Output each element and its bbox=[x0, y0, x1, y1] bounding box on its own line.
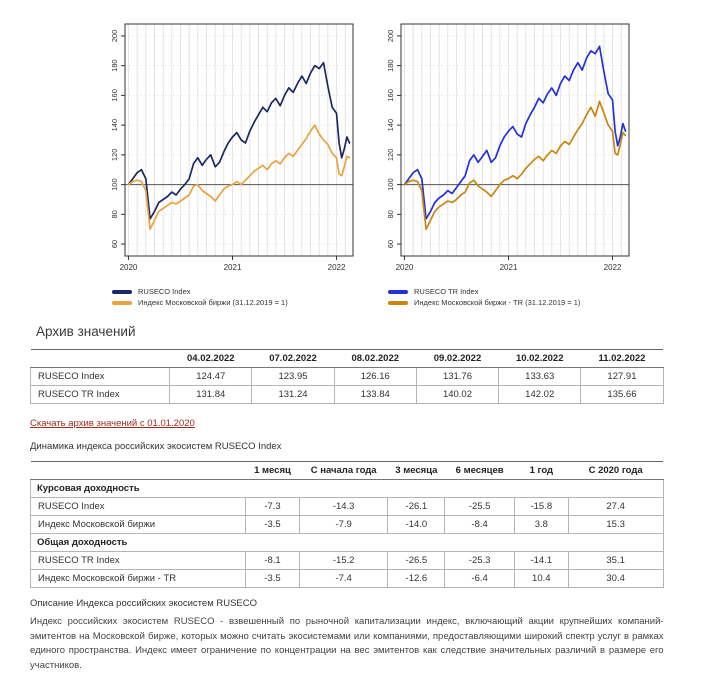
svg-text:80: 80 bbox=[385, 210, 395, 219]
returns-column-header: 1 год bbox=[514, 462, 568, 480]
svg-text:120: 120 bbox=[109, 148, 119, 162]
value-cell: 3.8 bbox=[514, 516, 568, 534]
svg-text:2022: 2022 bbox=[327, 263, 346, 272]
ruseco-index-chart bbox=[96, 16, 358, 284]
row-label: RUSECO TR Index bbox=[31, 552, 246, 570]
archive-values-table bbox=[30, 349, 664, 404]
returns-caption: Динамика индекса российских экосистем RUSECO Index bbox=[30, 441, 282, 452]
download-archive-link[interactable]: Скачать архив значений с 01.01.2020 bbox=[30, 418, 195, 429]
value-cell: -7.9 bbox=[299, 516, 388, 534]
value-cell: 133.84 bbox=[334, 386, 416, 404]
value-cell: -8.4 bbox=[445, 516, 515, 534]
svg-text:200: 200 bbox=[385, 29, 395, 43]
returns-column-header: 1 месяц bbox=[246, 462, 300, 480]
table-row bbox=[31, 498, 664, 516]
value-cell: -14.3 bbox=[299, 498, 388, 516]
row-label: RUSECO Index bbox=[31, 498, 246, 516]
value-cell: -7.3 bbox=[246, 498, 300, 516]
chart-ruseco-tr-index bbox=[372, 16, 634, 308]
value-cell: 142.02 bbox=[499, 386, 581, 404]
value-cell: 35.1 bbox=[568, 552, 663, 570]
chart-legend bbox=[112, 286, 358, 308]
svg-text:2020: 2020 bbox=[395, 263, 414, 272]
returns-column-header: С начала года bbox=[299, 462, 388, 480]
archive-column-header: 08.02.2022 bbox=[334, 350, 416, 368]
table-row bbox=[31, 570, 664, 588]
value-cell: -6.4 bbox=[445, 570, 515, 588]
value-cell: 131.76 bbox=[416, 368, 498, 386]
legend-swatch bbox=[388, 290, 408, 294]
svg-text:180: 180 bbox=[109, 59, 119, 72]
svg-text:80: 80 bbox=[109, 210, 119, 219]
value-cell: -15.8 bbox=[514, 498, 568, 516]
legend-label: RUSECO TR Index bbox=[414, 287, 479, 296]
chart-legend bbox=[388, 286, 634, 308]
svg-text:160: 160 bbox=[385, 89, 395, 102]
archive-column-header: 04.02.2022 bbox=[170, 350, 252, 368]
legend-swatch bbox=[388, 301, 408, 305]
section-row bbox=[31, 480, 664, 498]
table-row bbox=[31, 368, 664, 386]
returns-table bbox=[30, 461, 664, 588]
svg-text:2020: 2020 bbox=[119, 263, 138, 272]
section-row bbox=[31, 534, 664, 552]
legend-item bbox=[388, 297, 634, 308]
value-cell: 131.24 bbox=[252, 386, 334, 404]
archive-column-header bbox=[31, 350, 170, 368]
value-cell: 10.4 bbox=[514, 570, 568, 588]
value-cell: 135.66 bbox=[581, 386, 663, 404]
value-cell: 123.95 bbox=[252, 368, 334, 386]
legend-label: Индекс Московской биржи (31.12.2019 = 1) bbox=[138, 298, 288, 307]
legend-item bbox=[112, 297, 358, 308]
value-cell: 127.91 bbox=[581, 368, 663, 386]
legend-label: RUSECO Index bbox=[138, 287, 191, 296]
ruseco-tr-index-chart bbox=[372, 16, 634, 284]
legend-swatch bbox=[112, 290, 132, 294]
svg-text:2021: 2021 bbox=[499, 263, 518, 272]
value-cell: 27.4 bbox=[568, 498, 663, 516]
archive-column-header: 09.02.2022 bbox=[416, 350, 498, 368]
table-row bbox=[31, 552, 664, 570]
value-cell: 15.3 bbox=[568, 516, 663, 534]
svg-text:200: 200 bbox=[109, 29, 119, 43]
value-cell: -26.1 bbox=[388, 498, 445, 516]
row-label: Индекс Московской биржи bbox=[31, 516, 246, 534]
archive-column-header: 07.02.2022 bbox=[252, 350, 334, 368]
section-label: Общая доходность bbox=[31, 534, 664, 552]
legend-item bbox=[388, 286, 634, 297]
value-cell: -15.2 bbox=[299, 552, 388, 570]
archive-column-header: 11.02.2022 bbox=[581, 350, 663, 368]
legend-item bbox=[112, 286, 358, 297]
svg-text:180: 180 bbox=[385, 59, 395, 72]
svg-text:60: 60 bbox=[109, 239, 119, 249]
returns-column-header bbox=[31, 462, 246, 480]
description-text: Индекс российских экосистем RUSECO - взвешенный по рыночной капитализации индекс, включающий акции крупнейших компаний-эмитентов на Московской бирже, которых можно считать экосистемами или компаниями, предоставляющими широкий спектр услуг в рамках единого пространства. Индекс имеет ограничение по концентрации на вес эмитентов как следствие значительных различий в размере его участников. bbox=[30, 616, 664, 672]
row-label: RUSECO TR Index bbox=[31, 386, 170, 404]
chart-ruseco-index bbox=[96, 16, 358, 308]
svg-text:140: 140 bbox=[109, 118, 119, 132]
svg-text:160: 160 bbox=[109, 89, 119, 102]
description-title: Описание Индекса российских экосистем RUSECO bbox=[30, 598, 258, 609]
returns-column-header: С 2020 года bbox=[568, 462, 663, 480]
row-label: Индекс Московской биржи - TR bbox=[31, 570, 246, 588]
svg-text:60: 60 bbox=[385, 239, 395, 249]
row-label: RUSECO Index bbox=[31, 368, 170, 386]
value-cell: 126.16 bbox=[334, 368, 416, 386]
archive-title: Архив значений bbox=[36, 324, 136, 339]
svg-text:2021: 2021 bbox=[223, 263, 242, 272]
legend-label: Индекс Московской биржи - TR (31.12.2019 = 1) bbox=[414, 298, 581, 307]
returns-column-header: 6 месяцев bbox=[445, 462, 515, 480]
svg-text:120: 120 bbox=[385, 148, 395, 162]
value-cell: -8.1 bbox=[246, 552, 300, 570]
value-cell: -25.5 bbox=[445, 498, 515, 516]
archive-column-header: 10.02.2022 bbox=[499, 350, 581, 368]
value-cell: -3.5 bbox=[246, 516, 300, 534]
charts-row bbox=[30, 16, 690, 308]
value-cell: -14.1 bbox=[514, 552, 568, 570]
table-row bbox=[31, 386, 664, 404]
value-cell: 30.4 bbox=[568, 570, 663, 588]
value-cell: -12.6 bbox=[388, 570, 445, 588]
value-cell: -14.0 bbox=[388, 516, 445, 534]
legend-swatch bbox=[112, 301, 132, 305]
svg-text:2022: 2022 bbox=[603, 263, 622, 272]
value-cell: -3.5 bbox=[246, 570, 300, 588]
value-cell: -7.4 bbox=[299, 570, 388, 588]
svg-text:140: 140 bbox=[385, 118, 395, 132]
svg-text:100: 100 bbox=[109, 178, 119, 191]
value-cell: 131.84 bbox=[170, 386, 252, 404]
value-cell: 133.63 bbox=[499, 368, 581, 386]
value-cell: -25.3 bbox=[445, 552, 515, 570]
value-cell: 124.47 bbox=[170, 368, 252, 386]
value-cell: -26.5 bbox=[388, 552, 445, 570]
returns-column-header: 3 месяца bbox=[388, 462, 445, 480]
value-cell: 140.02 bbox=[416, 386, 498, 404]
table-row bbox=[31, 516, 664, 534]
section-label: Курсовая доходность bbox=[31, 480, 664, 498]
svg-text:100: 100 bbox=[385, 178, 395, 191]
